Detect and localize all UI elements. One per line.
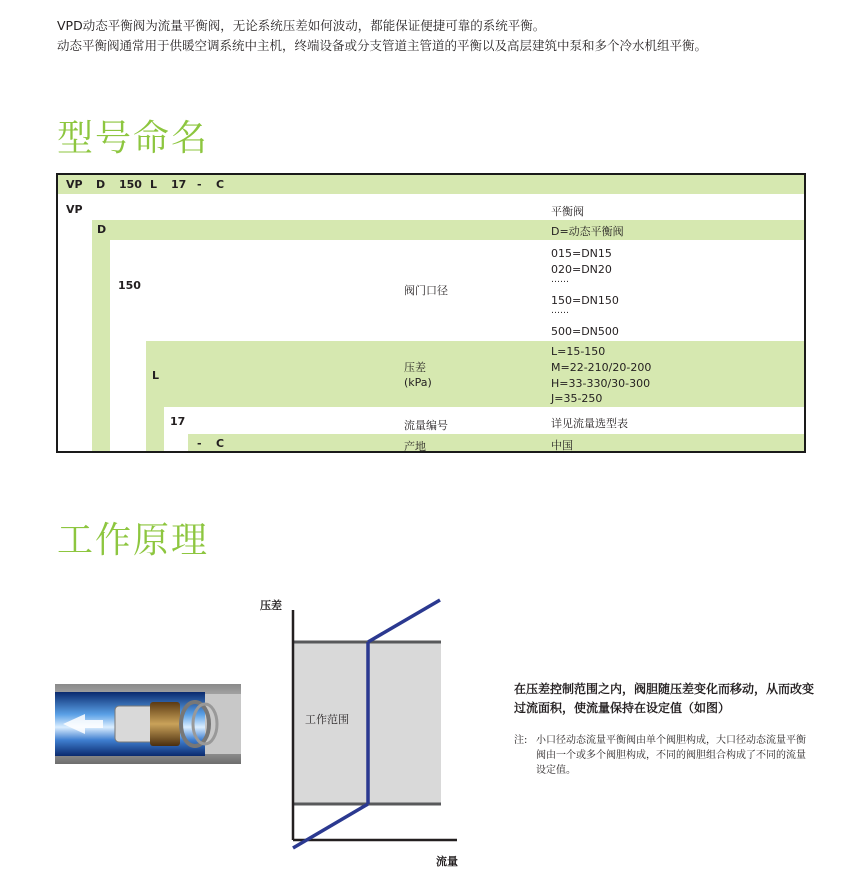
size-value-5: ……: [551, 306, 569, 316]
chart-region-label: 工作范围: [305, 713, 349, 726]
row-size-param: 阀门口径: [404, 284, 448, 297]
model-naming-table: [56, 173, 806, 453]
code-vp: VP: [66, 178, 83, 191]
model-naming-title: 型号命名: [57, 118, 210, 159]
row-l-param-1: 压差: [404, 361, 426, 374]
principle-description: 在压差控制范围之内，阀胆随压差变化而移动，从而改变过流面积，使流量保持在设定值（如图）: [514, 682, 815, 715]
valve-core: [115, 706, 155, 742]
size-value-6: 500=DN500: [551, 325, 619, 338]
row-origin-param: 产地: [404, 440, 426, 453]
l-value-4: J=35-250: [551, 392, 603, 405]
note-label: 注:: [514, 735, 528, 746]
principle-chart: [250, 590, 480, 875]
size-value-1: 015=DN15: [551, 247, 612, 260]
intro-text: [57, 16, 707, 56]
row-flow-bg: [164, 411, 804, 434]
code-d: D: [96, 178, 106, 191]
principle-title: 工作原理: [57, 520, 210, 561]
l-value-1: L=15-150: [551, 345, 606, 358]
code-c: C: [216, 178, 225, 191]
size-value-4: 150=DN150: [551, 294, 619, 307]
valve-spool: [150, 702, 180, 746]
code-size: 150: [119, 178, 142, 191]
row-origin-gap: [164, 434, 188, 453]
code-dash: -: [197, 178, 202, 191]
flow-curve-lower: [293, 804, 368, 848]
row-origin-dash: -: [197, 437, 202, 450]
code-l: L: [150, 178, 158, 191]
row-origin-desc: 中国: [551, 439, 573, 452]
row-flow-symbol: 17: [170, 415, 186, 428]
size-value-2: 020=DN20: [551, 263, 612, 276]
row-flow-param: 流量编号: [404, 419, 448, 432]
row-d-desc: D=动态平衡阀: [551, 225, 624, 238]
chart-xlabel: 流量: [436, 855, 458, 868]
size-value-3: ……: [551, 275, 569, 285]
l-value-3: H=33-330/30-300: [551, 377, 651, 390]
l-value-2: M=22-210/20-200: [551, 361, 652, 374]
flow-curve-upper: [368, 600, 440, 642]
row-l-param-2: (kPa): [404, 376, 432, 389]
row-origin-symbol: C: [216, 437, 225, 450]
header-band: [58, 175, 804, 194]
row-vp-desc: 平衡阀: [551, 205, 584, 218]
row-flow-desc: 详见流量选型表: [551, 417, 628, 430]
row-d-symbol: D: [97, 223, 107, 236]
valve-image: [55, 684, 241, 764]
row-vp-symbol: VP: [66, 203, 83, 216]
row-origin-band: [188, 434, 804, 453]
intro-line-2: 动态平衡阀通常用于供暖空调系统中主机，终端设备或分支管道主管道的平衡以及高层建筑中泵和多个冷水机组平衡。: [57, 38, 708, 53]
row-l-symbol: L: [152, 369, 160, 382]
bar-d: [92, 220, 110, 453]
intro-line-1: VPD动态平衡阀为流量平衡阀，无论系统压差如何波动，都能保证便捷可靠的系统平衡。: [57, 18, 546, 33]
principle-note: [514, 733, 814, 778]
code-flow: 17: [171, 178, 187, 191]
row-l-band: [146, 341, 804, 407]
row-d-band: [92, 220, 804, 240]
chart-ylabel: 压差: [260, 599, 282, 612]
note-text: 小口径动态流量平衡阀由单个阀胆构成，大口径动态流量平衡阀由一个或多个阀胆构成，不同的阀胆组合构成了不同的流量设定值。: [536, 735, 806, 776]
row-size-symbol: 150: [118, 279, 141, 292]
